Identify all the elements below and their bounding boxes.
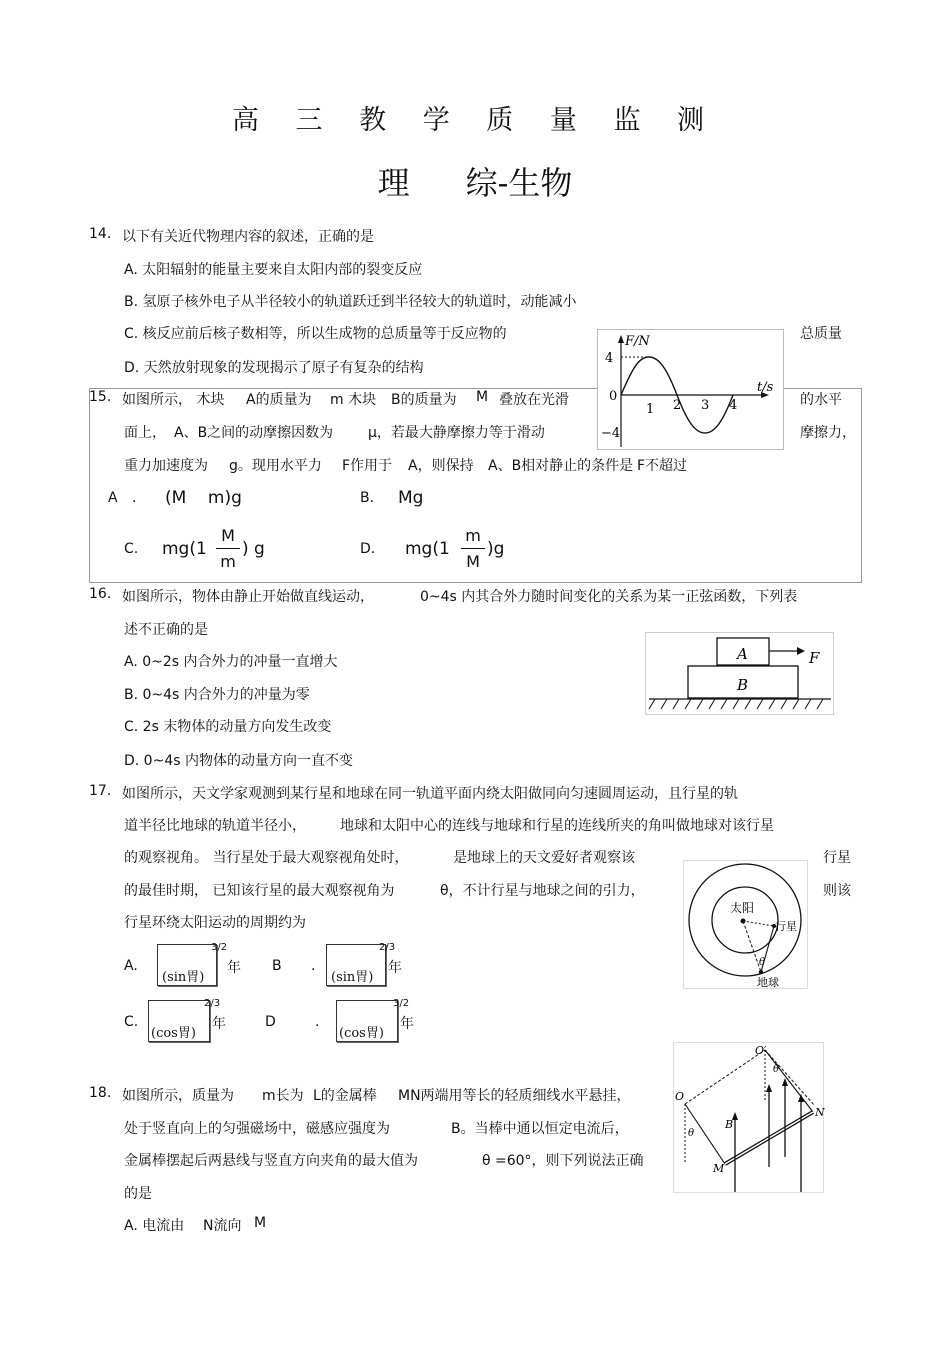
q16-option-b: B. 0~4s 内合外力的冲量为零 — [124, 687, 310, 703]
q17-option-d-base: (cos胃) — [339, 1026, 384, 1041]
rod-o-prime-label: O′ — [755, 1044, 767, 1057]
sun-label: 太阳 — [730, 901, 755, 915]
q17-text-2a: 道半径比地球的轨道半径小， — [124, 818, 306, 834]
q15-option-d-pre: mg(1 — [405, 539, 450, 559]
q15-option-c-post: ) g — [242, 539, 265, 559]
q15-option-d-post: )g — [487, 539, 505, 559]
q17-option-d-unit: 年 — [400, 1016, 414, 1032]
q14-number: 14. — [89, 226, 112, 242]
q18-text-1a: 如图所示，质量为 — [122, 1088, 234, 1104]
q15-number: 15. — [89, 389, 112, 405]
q15-text-1e: M — [476, 389, 489, 405]
exam-title: 高 三 教 学 质 量 监 测 — [231, 105, 719, 136]
q15-option-b-label: B. — [360, 490, 375, 506]
q17-option-d-box — [336, 1000, 398, 1042]
q14-option-c-tail: 总质量 — [800, 326, 842, 342]
q17-option-d-label: D — [265, 1014, 276, 1030]
q18-text-1d: MN两端用等长的轻质细线水平悬挂， — [398, 1088, 631, 1104]
graph-x-label: t/s — [757, 380, 774, 395]
orbit-angle-label: θ — [759, 957, 766, 968]
q18-text-3a: 金属棒摆起后两悬线与竖直方向夹角的最大值为 — [124, 1153, 418, 1169]
q17-text-1: 如图所示，天文学家观测到某行星和地球在同一轨道平面内绕太阳做同向匀速圆周运动，且行星的轨 — [122, 786, 738, 802]
q15-text-3f: F不超过 — [637, 458, 688, 474]
q15-text-1a: 如图所示， 木块 — [122, 392, 225, 408]
q18-text-2a: 处于竖直向上的匀强磁场中，磁感应强度为 — [124, 1121, 390, 1137]
q14-stem: 以下有关近代物理内容的叙述，正确的是 — [122, 229, 374, 245]
q14-option-b: B. 氢原子核外电子从半径较小的轨道跃迁到半径较大的轨道时，动能减小 — [124, 294, 577, 310]
block-a-label: A — [737, 645, 748, 663]
q15-option-d-numerator: m — [465, 526, 481, 545]
q17-option-c-box — [148, 1000, 210, 1042]
graph-xtick-3: 3 — [701, 398, 710, 413]
q15-option-d-fraction-bar — [461, 548, 485, 549]
q15-text-3e: A、B相对静止的条件是 — [488, 458, 634, 474]
q17-option-c-unit: 年 — [212, 1016, 226, 1032]
q14-option-c: C. 核反应前后核子数相等，所以生成物的总质量等于反应物的 — [124, 326, 507, 342]
q15-option-a-label: A — [108, 490, 118, 506]
block-b-label: B — [737, 676, 749, 694]
q15-text-2c: μ，若最大静摩擦力等于滑动 — [368, 425, 545, 441]
rod-m-label: M — [713, 1162, 725, 1175]
rod-right-angle-label: θ — [773, 1064, 780, 1075]
q15-text-3b: g。现用水平力 — [229, 458, 322, 474]
q17-option-d-exponent: 3/2 — [393, 998, 410, 1009]
orbit-figure — [683, 860, 809, 990]
rod-b-label: B — [725, 1118, 734, 1131]
rod-magnetic-field-figure — [673, 1042, 825, 1194]
q15-text-1f: 叠放在光滑 — [499, 392, 569, 408]
q17-number: 17. — [89, 783, 112, 799]
earth-dot — [759, 970, 763, 974]
q16-text-1b: 0~4s 内其合外力随时间变化的关系为某一正弦函数，下列表 — [420, 589, 798, 605]
q17-option-c-label: C. — [124, 1014, 139, 1030]
force-time-graph — [597, 329, 785, 451]
q17-option-a-exponent: 3/2 — [211, 942, 228, 953]
q15-text-3c: F作用于 — [342, 458, 393, 474]
q18-text-1b: m长为 — [262, 1088, 304, 1104]
q18-number: 18. — [89, 1085, 112, 1101]
q15-option-c-pre: mg(1 — [162, 539, 207, 559]
q17-option-b-exponent: 2/3 — [379, 942, 396, 953]
subject-title — [0, 158, 950, 204]
q17-text-4a: 的最佳时期， 已知该行星的最大观察视角为 — [124, 883, 395, 899]
q18-text-1c: L的金属棒 — [313, 1088, 377, 1104]
q15-option-b-expr: Mg — [398, 488, 424, 508]
stacked-blocks-figure — [645, 632, 835, 716]
q18-option-a: A. 电流由 — [124, 1218, 185, 1234]
q15-text-2a: 面上， — [124, 425, 166, 441]
q17-text-5: 行星环绕太阳运动的周期约为 — [124, 915, 306, 931]
rod-o-label: O — [675, 1090, 685, 1103]
q17-option-b-dot: . — [311, 958, 316, 974]
q18-option-a-b: N流向 — [203, 1218, 242, 1234]
q15-option-a-dot: . — [132, 490, 137, 506]
rod-n-label: N — [815, 1106, 825, 1119]
q18-text-3b: θ =60°，则下列说法正确 — [482, 1153, 644, 1169]
q15-text-3d: A，则保持 — [408, 458, 474, 474]
q17-option-a-base: (sin胃) — [162, 970, 205, 985]
q15-option-d-label: D. — [360, 541, 376, 557]
subject-part-b: 综-生物 — [465, 164, 573, 202]
q15-text-1d: B的质量为 — [391, 392, 457, 408]
q17-text-4b: θ，不计行星与地球之间的引力， — [440, 883, 645, 899]
q16-option-d: D. 0~4s 内物体的动量方向一直不变 — [124, 753, 353, 769]
q15-text-1g: 的水平 — [800, 392, 842, 408]
subject-part-a: 理 — [377, 164, 410, 202]
q17-option-d-dot: . — [315, 1014, 320, 1030]
q17-option-b-base: (sin胃) — [331, 970, 374, 985]
force-label: F — [809, 649, 820, 667]
q15-option-c-fraction-bar — [216, 548, 240, 549]
q16-option-a: A. 0~2s 内合外力的冲量一直增大 — [124, 654, 338, 670]
q17-text-3a: 的观察视角。 当行星处于最大观察视角处时， — [124, 850, 409, 866]
planet-label: 行星 — [775, 920, 797, 933]
q17-option-c-base: (cos胃) — [151, 1026, 196, 1041]
q15-text-2b: A、B之间的动摩擦因数为 — [174, 425, 334, 441]
q16-text-2: 述不正确的是 — [124, 622, 208, 638]
q15-text-2d: 摩擦力， — [800, 425, 856, 441]
q15-option-c-label: C. — [124, 541, 139, 557]
q15-text-3a: 重力加速度为 — [124, 458, 208, 474]
q18-text-2b: B。当棒中通以恒定电流后， — [451, 1121, 629, 1137]
q15-option-c-denominator: m — [220, 552, 236, 571]
q17-option-a-box — [157, 944, 217, 986]
graph-ytick-0: 0 — [609, 389, 618, 404]
graph-ytick-neg4: −4 — [601, 426, 621, 441]
q17-option-b-unit: 年 — [388, 960, 402, 976]
q15-text-1b: A的质量为 — [246, 392, 312, 408]
q16-number: 16. — [89, 586, 112, 602]
graph-ytick-4: 4 — [605, 351, 614, 366]
graph-y-label: F/N — [625, 334, 650, 349]
graph-xtick-4: 4 — [729, 398, 738, 413]
q15-text-1c: m 木块 — [330, 392, 377, 408]
q16-option-c: C. 2s 末物体的动量方向发生改变 — [124, 719, 332, 735]
q16-text-1a: 如图所示，物体由静止开始做直线运动， — [122, 589, 374, 605]
q14-option-a: A. 太阳辐射的能量主要来自太阳内部的裂变反应 — [124, 262, 423, 278]
q17-option-a-label: A. — [124, 958, 138, 974]
q17-option-b-label: B — [272, 958, 282, 974]
q18-option-a-c: M — [254, 1215, 267, 1231]
q15-option-d-denominator: M — [466, 552, 480, 571]
q17-text-2b: 地球和太阳中心的连线与地球和行星的连线所夹的角叫做地球对该行星 — [340, 818, 774, 834]
graph-xtick-2: 2 — [673, 398, 682, 413]
q17-option-a-unit: 年 — [227, 960, 241, 976]
q17-text-4c: 则该 — [823, 883, 851, 899]
q14-option-d: D. 天然放射现象的发现揭示了原子有复杂的结构 — [124, 360, 424, 376]
rod-left-angle-label: θ — [688, 1128, 695, 1139]
q17-text-3c: 行星 — [823, 850, 851, 866]
earth-label: 地球 — [757, 976, 779, 989]
q17-text-3b: 是地球上的天文爱好者观察该 — [453, 850, 635, 866]
q17-option-c-exponent: 2/3 — [204, 998, 221, 1009]
q15-option-a-expr: (M m)g — [165, 488, 242, 508]
q18-text-4: 的是 — [124, 1186, 152, 1202]
graph-xtick-1: 1 — [646, 402, 655, 417]
q15-option-c-numerator: M — [221, 526, 235, 545]
q17-option-b-box — [326, 944, 386, 986]
